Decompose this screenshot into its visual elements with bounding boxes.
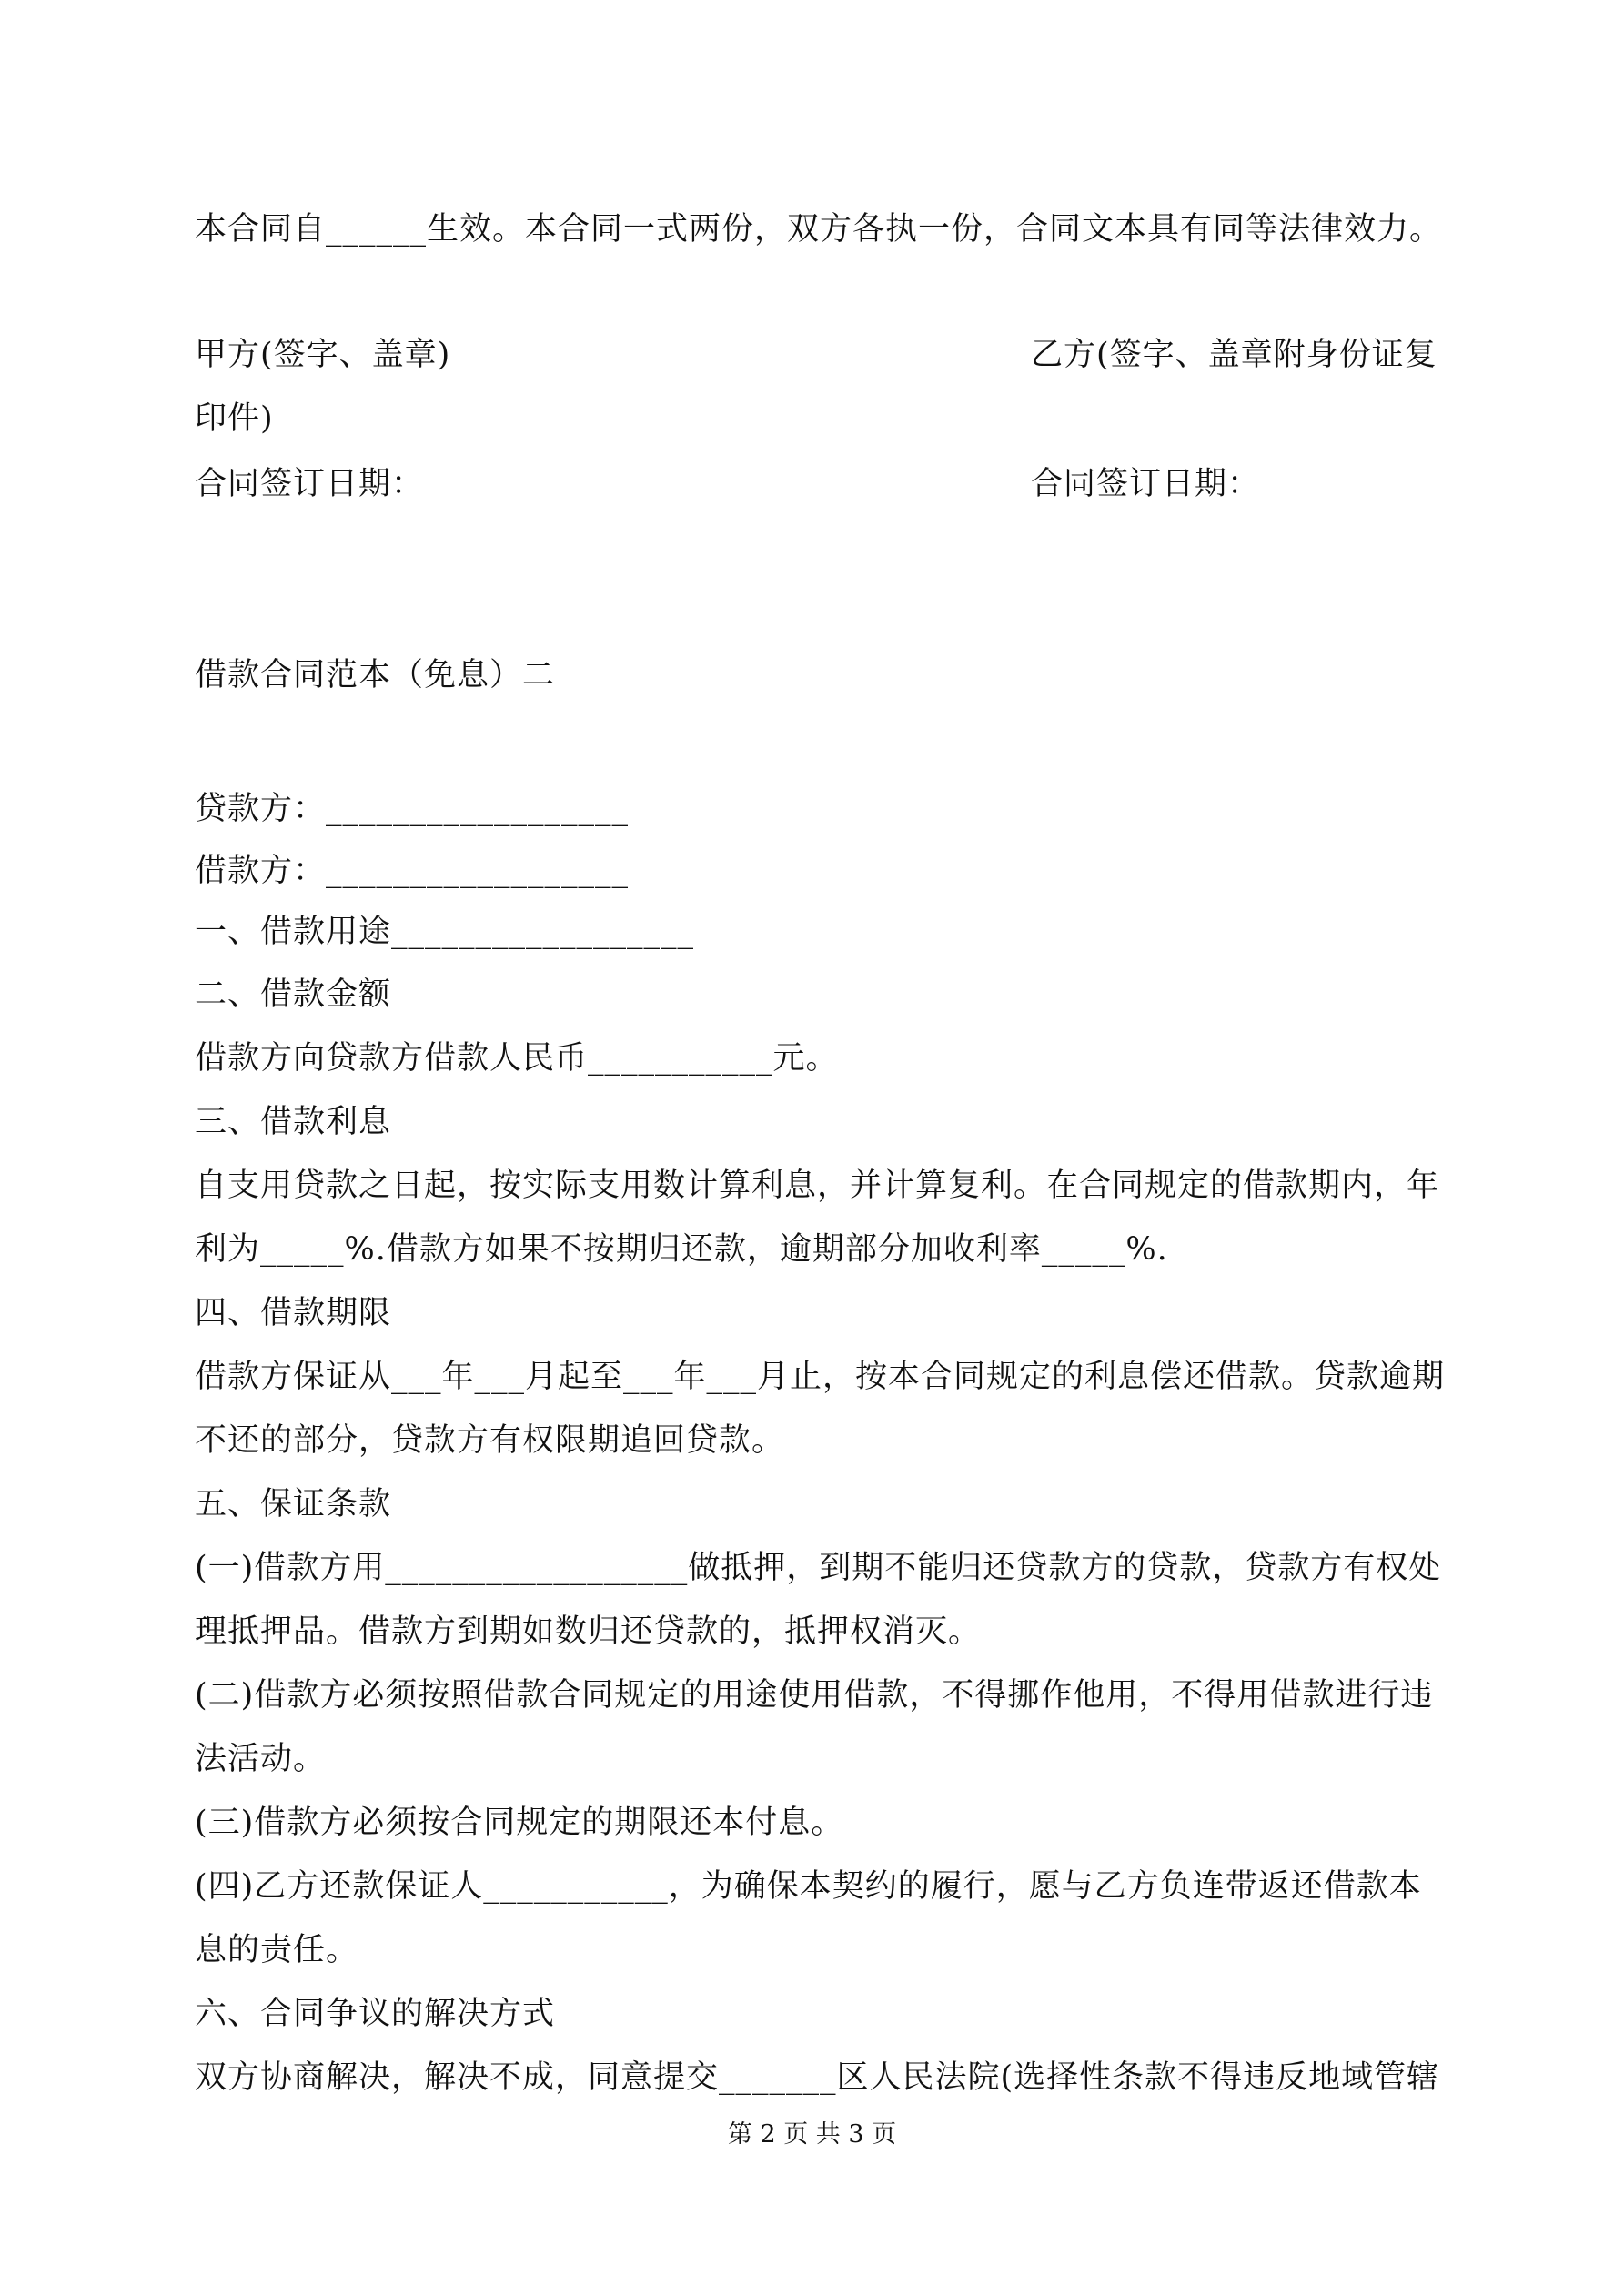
signing-date-a: 合同签订日期： (195, 466, 425, 502)
party-b-signature: 乙方(签字、盖章附身份证复 (1031, 337, 1437, 373)
guarantee-4-line-1: (四)乙方还款保证人___________，为确保本契约的履行，愿与乙方负连带返还借款本 (195, 1868, 1422, 1905)
guarantee-3: (三)借款方必须按合同规定的期限还本付息。 (195, 1805, 844, 1841)
section-amount-heading: 二、借款金额 (195, 976, 392, 1013)
section-interest-heading: 三、借款利息 (195, 1104, 392, 1140)
borrower-line: 借款方：__________________ (195, 853, 630, 889)
party-b-signature-cont: 印件) (195, 400, 274, 437)
guarantee-1-line-1: (一)借款方用__________________做抵押，到期不能归还贷款方的贷款，贷款方有权处 (195, 1550, 1442, 1586)
amount-text: 借款方向贷款方借款人民币___________元。 (195, 1040, 839, 1077)
lender-line: 贷款方：__________________ (195, 791, 630, 827)
section-dispute-heading: 六、合同争议的解决方式 (195, 1996, 556, 2032)
signing-date-b: 合同签订日期： (1031, 466, 1261, 502)
section-guarantee-heading: 五、保证条款 (195, 1486, 392, 1522)
term-text-2: 不还的部分，贷款方有权限期追回贷款。 (195, 1422, 785, 1459)
guarantee-4-line-2: 息的责任。 (195, 1932, 359, 1968)
guarantee-1-line-2: 理抵押品。借款方到期如数归还贷款的，抵押权消灭。 (195, 1613, 982, 1650)
term-text-1: 借款方保证从___年___月起至___年___月止，按本合同规定的利息偿还借款。贷款逾期 (195, 1359, 1446, 1395)
guarantee-2-line-2: 法活动。 (195, 1741, 327, 1777)
interest-text-2: 利为_____%.借款方如果不按期归还款，逾期部分加收利率_____%. (195, 1231, 1168, 1268)
interest-text-1: 自支用贷款之日起，按实际支用数计算利息，并计算复利。在合同规定的借款期内，年 (195, 1168, 1440, 1204)
party-a-signature: 甲方(签字、盖章) (195, 337, 451, 373)
page-number-footer: 第 2 页 共 3 页 (727, 2120, 897, 2149)
contract-title: 借款合同范本（免息）二 (195, 657, 556, 693)
dispute-text: 双方协商解决，解决不成，同意提交_______区人民法院(选择性条款不得违反地域管辖 (195, 2059, 1440, 2096)
section-term-heading: 四、借款期限 (195, 1295, 392, 1331)
section-purpose: 一、借款用途__________________ (195, 914, 695, 950)
effective-clause: 本合同自______生效。本合同一式两份，双方各执一份，合同文本具有同等法律效力。 (195, 211, 1443, 248)
guarantee-2-line-1: (二)借款方必须按照借款合同规定的用途使用借款，不得挪作他用，不得用借款进行违 (195, 1677, 1434, 1714)
